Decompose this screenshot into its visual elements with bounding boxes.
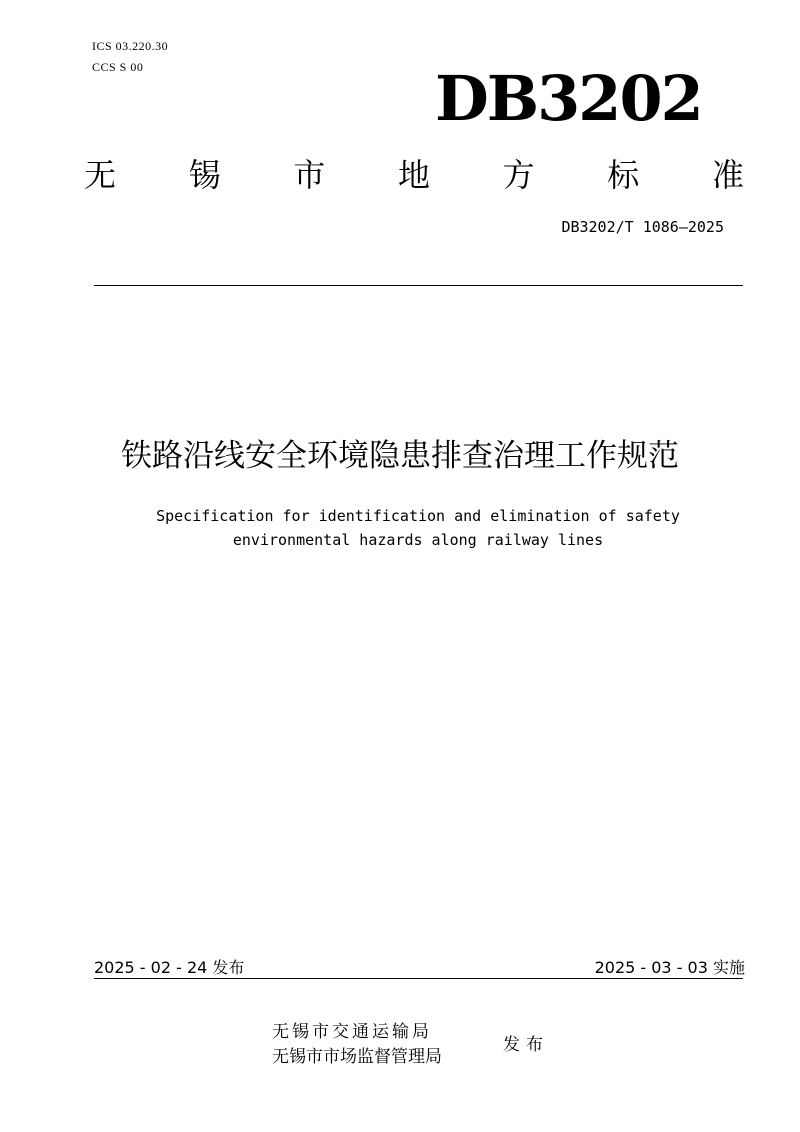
standard-type-char: 准 [711, 156, 744, 194]
standard-logo: DB3202 [435, 62, 702, 135]
standard-type-title [84, 150, 744, 200]
standard-type-char: 无 [84, 156, 117, 194]
ics-code: ICS 03.220.30 [92, 39, 169, 53]
document-title-en-line1: Specification for identification and elimination of safety [156, 507, 680, 525]
standard-type-char: 锡 [188, 156, 221, 194]
issuer-market-regulation-bureau: 无锡市市场监督管理局 [272, 1047, 442, 1067]
top-divider [94, 285, 743, 286]
bottom-divider [94, 978, 743, 979]
issuer-transport-bureau: 无锡市交通运输局 [272, 1022, 432, 1042]
standard-type-char: 标 [607, 156, 640, 194]
ccs-code: CCS S 00 [92, 60, 144, 74]
implementation-date: 2025 - 03 - 03 实施 [594, 958, 745, 977]
issue-date: 2025 - 02 - 24 发布 [94, 958, 245, 977]
standard-type-char: 方 [502, 156, 535, 194]
standard-type-char: 市 [293, 156, 326, 194]
document-title-en-line2: environmental hazards along railway lines [232, 531, 604, 549]
document-title-zh: 铁路沿线安全环境隐患排查治理工作规范 [121, 438, 679, 474]
publish-label: 发布 [503, 1035, 549, 1055]
document-title-en [0, 504, 800, 552]
standard-number: DB3202/T 1086—2025 [561, 218, 724, 236]
standard-type-char: 地 [397, 156, 430, 194]
